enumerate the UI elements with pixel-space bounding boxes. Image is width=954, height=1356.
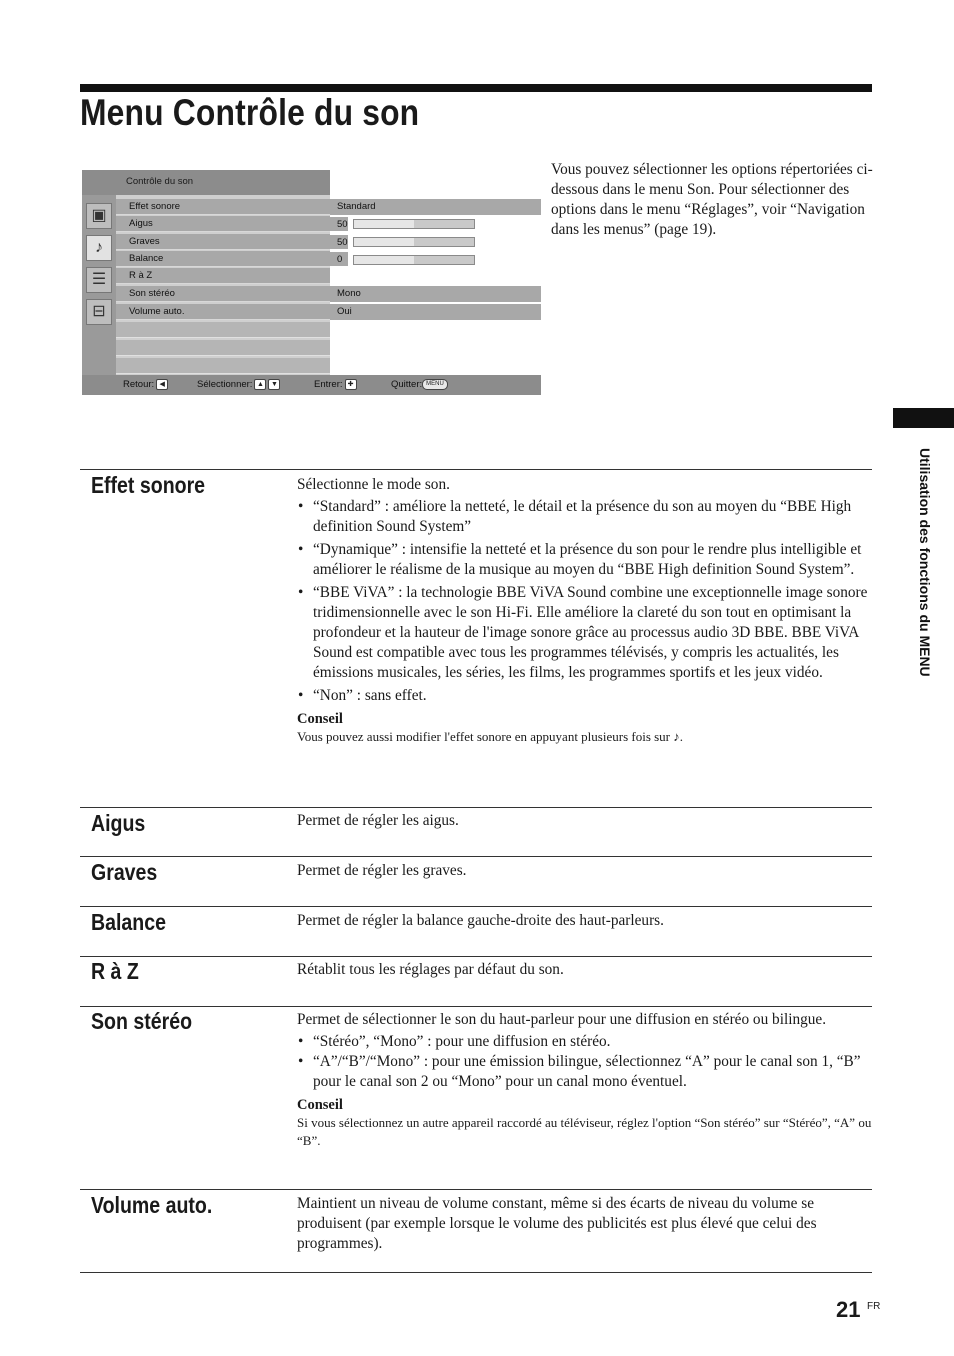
desc-graves: Permet de régler les graves. [297, 862, 467, 879]
bullet-list [297, 497, 872, 706]
arrow-down-icon: ▼ [268, 379, 280, 390]
tv-value-text: 50 [337, 237, 348, 248]
term-raz: R à Z [91, 958, 139, 984]
tv-menu-footer [82, 375, 541, 395]
term-effet-sonore: Effet sonore [91, 472, 206, 498]
menu-key-icon: MENU [422, 379, 448, 390]
tv-slider-balance [353, 255, 475, 265]
enter-icon: ✚ [345, 379, 357, 390]
table-rule [80, 856, 872, 857]
footer-quit-label: Quitter: [391, 379, 423, 391]
tv-menu-row [116, 216, 330, 232]
tv-row-label: Volume auto. [129, 306, 185, 317]
list-item: • “Non” : sans effet. [297, 686, 872, 706]
list-item: • “Stéréo”, “Mono” : pour une diffusion en stéréo. [297, 1032, 872, 1052]
footer-entrer [314, 379, 357, 390]
tv-slider-aigus [353, 219, 475, 229]
tv-slider-fill [354, 220, 414, 228]
desc-aigus: Permet de régler les aigus. [297, 812, 459, 829]
desc-intro: Sélectionne le mode son. [297, 476, 450, 493]
tv-menu-row [116, 234, 330, 250]
settings-icon: ☰ [86, 267, 112, 293]
page-number: 21 [836, 1297, 861, 1322]
tv-row-label: Son stéréo [129, 288, 175, 299]
tv-menu-screenshot [82, 170, 541, 395]
tv-row-label: Effet sonore [129, 201, 181, 212]
tv-menu-row [116, 199, 330, 215]
tv-value-text: Oui [337, 306, 352, 317]
tv-menu-empty-row [116, 340, 330, 356]
tv-value-stereo [330, 286, 541, 302]
tv-menu-header-text: Contrôle du son [126, 176, 194, 187]
tv-value-text: Standard [337, 201, 376, 212]
tip-title: Conseil [297, 1097, 343, 1113]
tv-value-aigus [330, 217, 348, 231]
list-item: • “A”/“B”/“Mono” : pour une émission bilingue, sélectionnez “A” pour le canal son 1, “B” pour le canal son 2 ou “Mono” pour un canal mono éventuel. [297, 1052, 872, 1092]
section-tab [893, 408, 954, 428]
toolbox-icon: ⊟ [86, 299, 112, 325]
note-icon: ♪ [86, 235, 112, 261]
tv-row-label: R à Z [129, 270, 153, 281]
page-title: Menu Contrôle du son [80, 92, 420, 133]
section-label: Utilisation des fonctions du MENU [917, 448, 933, 677]
footer-selectionner [197, 379, 280, 390]
desc-son-stereo [297, 1010, 872, 1150]
picture-icon: ▣ [86, 203, 112, 229]
arrow-up-icon: ▲ [254, 379, 266, 390]
page-lang: FR [867, 1301, 881, 1312]
tv-slider-fill [354, 238, 414, 246]
desc-volume-auto: Maintient un niveau de volume constant, même si des écarts de niveau du volume se produisent (par exemple lorsque le volume des publicités est plus élevé que celui des programmes). [297, 1195, 817, 1252]
tv-menu-empty-row [116, 358, 330, 374]
tip-text: Vous pouvez aussi modifier l'effet sonore en appuyant plusieurs fois sur ♪. [297, 729, 684, 744]
tv-menu-empty-row [116, 322, 330, 338]
footer-retour-label: Retour: [123, 379, 155, 391]
desc-balance: Permet de régler la balance gauche-droite des haut-parleurs. [297, 912, 664, 929]
tv-row-label: Graves [129, 236, 160, 247]
desc-intro: Permet de sélectionner le son du haut-parleur pour une diffusion en stéréo ou bilingue. [297, 1011, 827, 1028]
footer-enter-label: Entrer: [314, 379, 343, 391]
table-rule [80, 906, 872, 907]
table-rule [80, 807, 872, 808]
tv-value-effet [330, 199, 541, 215]
intro-text: Vous pouvez sélectionner les options répertoriées ci-dessous dans le menu Son. Pour sélectionner des options dans le menu “Réglages”, voir “Navigation dans les menus” (page 19). [551, 161, 873, 238]
tv-menu-row [116, 251, 330, 267]
tv-menu-row [116, 268, 330, 284]
tv-slider-graves [353, 237, 475, 247]
list-item: • “Standard” : améliore la netteté, le détail et la présence du son au moyen du “BBE High definition Sound System” [297, 497, 872, 537]
tv-value-balance [330, 252, 348, 266]
list-item: • “Dynamique” : intensifie la netteté et la présence du son pour le rendre plus intelligible et améliorer le réalisme de la musique au moyen du “BBE High definition Sound System”. [297, 540, 872, 580]
table-rule [80, 469, 872, 470]
tv-value-text: 0 [337, 254, 343, 265]
term-graves: Graves [91, 859, 158, 885]
tv-value-text: Mono [337, 288, 361, 299]
footer-quitter [391, 379, 448, 390]
desc-effet-sonore [297, 475, 872, 746]
term-aigus: Aigus [91, 810, 146, 836]
term-volume-auto: Volume auto. [91, 1192, 213, 1218]
tv-value-graves [330, 235, 348, 249]
term-balance: Balance [91, 909, 166, 935]
tip-title: Conseil [297, 711, 343, 727]
table-rule [80, 1006, 872, 1007]
bullet-list [297, 1032, 872, 1092]
list-item: • “BBE ViVA” : la technologie BBE ViVA Sound combine une exceptionnelle image sonore tridimensionnelle avec le son Hi-Fi. Elle améliore la clareté du son tout en optimisant la profondeur et la hauteur de l'image sonore grâce au processus audio 3D BBE. BBE ViVA Sound est compatible avec tous les programmes télévisés, y compris les actualités, les émissions musicales, les séries, les films, les programmes sportifs et les jeux vidéo. [297, 583, 872, 683]
table-rule [80, 1272, 872, 1273]
arrow-left-icon: ◀ [156, 379, 168, 390]
tv-slider-fill [354, 256, 414, 264]
tv-value-text: 50 [337, 219, 348, 230]
desc-raz: Rétablit tous les réglages par défaut du son. [297, 961, 564, 978]
term-son-stereo: Son stéréo [91, 1008, 193, 1034]
tv-row-label: Aigus [129, 218, 153, 229]
tv-row-label: Balance [129, 253, 164, 264]
title-rule [80, 84, 872, 92]
table-rule [80, 956, 872, 957]
footer-retour [123, 379, 168, 390]
tv-menu-row [116, 304, 330, 320]
tv-menu-row [116, 286, 330, 302]
footer-select-label: Sélectionner: [197, 379, 253, 391]
tv-menu-icon-column [82, 195, 116, 375]
table-rule [80, 1189, 872, 1190]
tv-value-volume [330, 304, 541, 320]
tip-text: Si vous sélectionnez un autre appareil raccordé au téléviseur, réglez l'option “Son stéréo” sur “Stéréo”, “A” ou “B”. [297, 1115, 872, 1148]
tv-menu-header [82, 170, 330, 195]
